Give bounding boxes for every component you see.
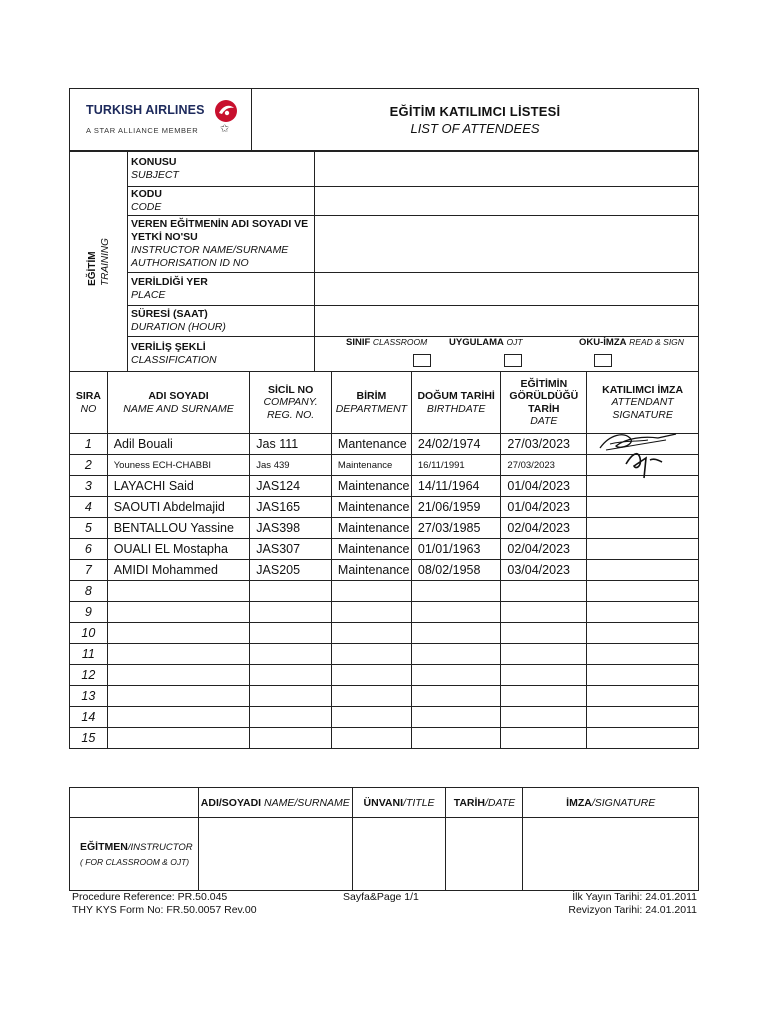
- logo-cell: [70, 89, 252, 151]
- cell-name[interactable]: [107, 581, 250, 602]
- form-header: [69, 88, 699, 151]
- col-header-name: [107, 372, 250, 434]
- cell-no[interactable]: 14: [70, 707, 108, 728]
- inst-row-en: /INSTRUCTOR: [127, 842, 193, 853]
- table-row: [70, 539, 699, 560]
- inst-title-tr: ÜNVANI: [363, 796, 404, 809]
- cell-dept[interactable]: [331, 665, 411, 686]
- cell-reg[interactable]: [250, 728, 332, 749]
- instructor-header-row: [70, 788, 699, 818]
- cell-no[interactable]: 12: [70, 665, 108, 686]
- revision-date: Revizyon Tarihi: 24.01.2011: [568, 904, 697, 916]
- cell-date[interactable]: [501, 707, 587, 728]
- cell-name[interactable]: [107, 623, 250, 644]
- cell-signature[interactable]: [587, 560, 699, 581]
- col-date-en: DATE: [530, 415, 558, 427]
- field-label-subject: [128, 152, 315, 187]
- cell-date[interactable]: [501, 665, 587, 686]
- cell-reg[interactable]: [250, 686, 332, 707]
- cell-reg[interactable]: [250, 602, 332, 623]
- cell-name[interactable]: LAYACHI Said: [107, 476, 250, 497]
- col-name-tr: ADI SOYADI: [148, 390, 209, 402]
- cell-birth[interactable]: 16/11/1991: [411, 455, 501, 476]
- cell-reg[interactable]: [250, 581, 332, 602]
- field-classification-en: CLASSIFICATION: [131, 354, 217, 366]
- field-value-subject[interactable]: [315, 152, 699, 187]
- cell-date[interactable]: 27/03/2023: [501, 455, 587, 476]
- cell-signature[interactable]: [587, 707, 699, 728]
- cell-no[interactable]: 6: [70, 539, 108, 560]
- logo-text: TURKISH AIRLINES: [86, 103, 205, 117]
- checkbox-ojt[interactable]: [504, 354, 522, 367]
- training-side-label: [70, 152, 128, 372]
- cell-dept[interactable]: [331, 581, 411, 602]
- cell-name[interactable]: [107, 707, 250, 728]
- table-row: [70, 602, 699, 623]
- cell-birth[interactable]: [411, 686, 501, 707]
- cell-reg[interactable]: [250, 644, 332, 665]
- cell-no[interactable]: 1: [70, 434, 108, 455]
- cell-date[interactable]: 27/03/2023: [501, 434, 587, 455]
- star-alliance-icon: ✩: [220, 123, 230, 135]
- cell-date[interactable]: [501, 644, 587, 665]
- field-subject-tr: KONUSU: [131, 156, 177, 168]
- cell-name[interactable]: SAOUTI Abdelmajid: [107, 497, 250, 518]
- cell-date[interactable]: [501, 728, 587, 749]
- side-label-english: TRAINING: [99, 237, 111, 286]
- inst-title-en: /TITLE: [403, 796, 435, 809]
- procedure-reference: Procedure Reference: PR.50.045: [72, 891, 228, 903]
- field-place-tr: VERİLDİĞİ YER: [131, 276, 208, 288]
- cell-birth[interactable]: [411, 707, 501, 728]
- table-row: [70, 518, 699, 539]
- cell-name[interactable]: [107, 686, 250, 707]
- cell-name[interactable]: Adil Bouali: [107, 434, 250, 455]
- instructor-row-label: [70, 818, 199, 891]
- signature-image: [596, 428, 686, 484]
- cell-name[interactable]: Youness ECH-CHABBI: [107, 455, 250, 476]
- cell-signature[interactable]: [587, 623, 699, 644]
- col-dept-tr: BİRİM: [356, 390, 387, 402]
- cell-dept[interactable]: Maintenance: [331, 476, 411, 497]
- read-sign-tr: OKU-İMZA: [579, 337, 627, 348]
- cell-birth[interactable]: [411, 623, 501, 644]
- col-header-date: [501, 372, 587, 434]
- cell-date[interactable]: [501, 602, 587, 623]
- instructor-col-sign: [523, 788, 699, 818]
- instructor-col-title: [352, 788, 446, 818]
- cell-name[interactable]: OUALI EL Mostapha: [107, 539, 250, 560]
- form-number: THY KYS Form No: FR.50.0057 Rev.00: [72, 904, 257, 916]
- inst-sign-tr: İMZA: [566, 796, 592, 809]
- option-ojt-label: [449, 336, 523, 349]
- cell-birth[interactable]: 08/02/1958: [411, 560, 501, 581]
- cell-reg[interactable]: [250, 623, 332, 644]
- field-label-code: [128, 187, 315, 216]
- col-header-reg: [250, 372, 332, 434]
- cell-birth[interactable]: 01/01/1963: [411, 539, 501, 560]
- checkbox-read-sign[interactable]: [594, 354, 612, 367]
- cell-date[interactable]: [501, 623, 587, 644]
- cell-signature[interactable]: [587, 644, 699, 665]
- col-name-en: NAME AND SURNAME: [123, 402, 234, 415]
- table-row: [70, 560, 699, 581]
- attendee-header-row: [70, 372, 699, 434]
- cell-name[interactable]: [107, 644, 250, 665]
- field-label-place: [128, 273, 315, 306]
- cell-dept[interactable]: Maintenance: [331, 560, 411, 581]
- option-classroom-label: [346, 336, 427, 349]
- cell-name[interactable]: [107, 728, 250, 749]
- cell-birth[interactable]: 14/11/1964: [411, 476, 501, 497]
- cell-signature[interactable]: [587, 665, 699, 686]
- field-code-en: CODE: [131, 201, 162, 213]
- inst-date-en: /DATE: [485, 796, 516, 809]
- cell-reg[interactable]: Jas 111: [250, 434, 332, 455]
- cell-dept[interactable]: Maintenance: [331, 497, 411, 518]
- field-value-instructor[interactable]: [315, 216, 699, 273]
- cell-dept[interactable]: [331, 602, 411, 623]
- cell-birth[interactable]: 21/06/1959: [411, 497, 501, 518]
- instructor-table: [69, 787, 699, 891]
- cell-birth[interactable]: 24/02/1974: [411, 434, 501, 455]
- col-header-birth: [411, 372, 501, 434]
- col-header-no: [70, 372, 108, 434]
- instructor-col-name: [198, 788, 352, 818]
- classification-options: [315, 337, 699, 372]
- field-code-tr: KODU: [131, 188, 162, 200]
- cell-birth[interactable]: [411, 665, 501, 686]
- cell-name[interactable]: [107, 602, 250, 623]
- cell-reg[interactable]: JAS124: [250, 476, 332, 497]
- field-place-en: PLACE: [131, 289, 166, 301]
- field-value-duration[interactable]: [315, 306, 699, 337]
- col-header-dept: [331, 372, 411, 434]
- title-turkish: EĞİTİM KATILIMCI LİSTESİ: [389, 103, 561, 119]
- side-label-turkish: EĞİTİM: [86, 250, 98, 286]
- cell-signature[interactable]: [587, 539, 699, 560]
- col-reg-en: COMPANY. REG. NO.: [263, 396, 318, 421]
- cell-dept[interactable]: Mantenance: [331, 434, 411, 455]
- ojt-en: OJT: [506, 337, 523, 347]
- cell-dept[interactable]: [331, 644, 411, 665]
- field-duration-en: DURATION (HOUR): [131, 321, 226, 333]
- cell-no[interactable]: 9: [70, 602, 108, 623]
- cell-reg[interactable]: JAS205: [250, 560, 332, 581]
- col-reg-tr: SİCİL NO: [267, 383, 314, 396]
- table-row: [70, 581, 699, 602]
- cell-birth[interactable]: [411, 728, 501, 749]
- table-row: [70, 644, 699, 665]
- cell-signature[interactable]: [587, 581, 699, 602]
- cell-no[interactable]: 8: [70, 581, 108, 602]
- cell-date[interactable]: 02/04/2023: [501, 518, 587, 539]
- cell-signature[interactable]: [587, 728, 699, 749]
- inst-sign-en: /SIGNATURE: [591, 796, 656, 809]
- cell-birth[interactable]: [411, 602, 501, 623]
- table-row: [70, 707, 699, 728]
- cell-reg[interactable]: JAS398: [250, 518, 332, 539]
- cell-date[interactable]: 02/04/2023: [501, 539, 587, 560]
- field-duration-tr: SÜRESİ (SAAT): [131, 308, 208, 320]
- cell-no[interactable]: 15: [70, 728, 108, 749]
- cell-no[interactable]: 11: [70, 644, 108, 665]
- logo-tagline: A STAR ALLIANCE MEMBER: [86, 126, 199, 135]
- turkish-airlines-logo-icon: [214, 99, 238, 123]
- cell-name[interactable]: AMIDI Mohammed: [107, 560, 250, 581]
- inst-name-tr: ADI/SOYADI: [200, 796, 262, 809]
- cell-date[interactable]: 03/04/2023: [501, 560, 587, 581]
- field-subject-en: SUBJECT: [131, 169, 179, 181]
- instructor-signature-field[interactable]: [523, 818, 699, 891]
- first-publication-date: İlk Yayın Tarihi: 24.01.2011: [572, 891, 697, 903]
- cell-reg[interactable]: JAS307: [250, 539, 332, 560]
- table-row: [70, 686, 699, 707]
- cell-no[interactable]: 7: [70, 560, 108, 581]
- col-birth-en: BIRTHDATE: [426, 402, 486, 415]
- inst-row-tr: EĞİTMEN: [80, 841, 128, 853]
- instructor-name-field[interactable]: [198, 818, 352, 891]
- col-no-en: NO: [80, 402, 97, 415]
- cell-reg[interactable]: [250, 707, 332, 728]
- field-label-instructor: [128, 216, 315, 273]
- instructor-title-field[interactable]: [352, 818, 446, 891]
- cell-dept[interactable]: Maintenance: [331, 455, 411, 476]
- cell-date[interactable]: [501, 686, 587, 707]
- inst-row-note: ( FOR CLASSROOM & OJT): [80, 857, 190, 867]
- title-cell: [252, 89, 699, 151]
- page-number: Sayfa&Page 1/1: [343, 891, 419, 903]
- cell-signature[interactable]: [587, 686, 699, 707]
- cell-birth[interactable]: 27/03/1985: [411, 518, 501, 539]
- cell-dept[interactable]: [331, 707, 411, 728]
- field-label-classification: [128, 337, 315, 372]
- table-row: [70, 665, 699, 686]
- cell-no[interactable]: 5: [70, 518, 108, 539]
- cell-dept[interactable]: [331, 686, 411, 707]
- cell-dept[interactable]: [331, 623, 411, 644]
- col-birth-tr: DOĞUM TARİHİ: [417, 390, 495, 402]
- cell-signature[interactable]: [587, 497, 699, 518]
- cell-date[interactable]: 01/04/2023: [501, 476, 587, 497]
- table-row: [70, 497, 699, 518]
- cell-birth[interactable]: [411, 581, 501, 602]
- col-dept-en: DEPARTMENT: [335, 402, 408, 415]
- instructor-row: [70, 818, 699, 891]
- col-sign-en: ATTENDANT SIGNATURE: [611, 396, 674, 421]
- cell-dept[interactable]: Maintenance: [331, 539, 411, 560]
- training-info-table: [69, 151, 699, 372]
- cell-dept[interactable]: [331, 728, 411, 749]
- col-date-tr: EĞİTİMİN GÖRÜLDÜĞÜ TARİH: [509, 377, 579, 415]
- col-header-sign: [587, 372, 699, 434]
- cell-no[interactable]: 4: [70, 497, 108, 518]
- title-english: LIST OF ATTENDEES: [410, 120, 540, 136]
- field-classification-tr: VERİLİŞ ŞEKLİ: [131, 341, 206, 353]
- cell-date[interactable]: [501, 581, 587, 602]
- cell-no[interactable]: 3: [70, 476, 108, 497]
- table-row: [70, 728, 699, 749]
- field-value-place[interactable]: [315, 273, 699, 306]
- read-sign-en: READ & SIGN: [629, 337, 684, 347]
- col-sign-tr: KATILIMCI İMZA: [602, 383, 684, 396]
- inst-name-en: NAME/SURNAME: [264, 796, 350, 809]
- cell-name[interactable]: BENTALLOU Yassine: [107, 518, 250, 539]
- field-instructor-en: INSTRUCTOR NAME/SURNAME AUTHORISATION ID NO: [131, 244, 289, 269]
- instructor-col-date: [446, 788, 523, 818]
- classroom-tr: SINIF: [346, 337, 371, 348]
- cell-reg[interactable]: [250, 665, 332, 686]
- cell-signature[interactable]: [587, 518, 699, 539]
- cell-no[interactable]: 2: [70, 455, 108, 476]
- cell-reg[interactable]: JAS165: [250, 497, 332, 518]
- cell-name[interactable]: [107, 665, 250, 686]
- instructor-header-blank: [70, 788, 199, 818]
- cell-no[interactable]: 13: [70, 686, 108, 707]
- cell-signature[interactable]: [587, 602, 699, 623]
- cell-birth[interactable]: [411, 644, 501, 665]
- field-value-code[interactable]: [315, 187, 699, 216]
- option-read-sign-label: [579, 336, 684, 349]
- field-instructor-tr: VEREN EĞİTMENİN ADI SOYADI VE YETKİ NO'SU: [131, 218, 309, 243]
- ojt-tr: UYGULAMA: [449, 337, 504, 348]
- instructor-date-field[interactable]: [446, 818, 523, 891]
- cell-dept[interactable]: Maintenance: [331, 518, 411, 539]
- col-no-tr: SIRA: [75, 390, 101, 402]
- cell-reg[interactable]: Jas 439: [250, 455, 332, 476]
- table-row: [70, 623, 699, 644]
- classroom-en: CLASSROOM: [372, 337, 428, 347]
- cell-date[interactable]: 01/04/2023: [501, 497, 587, 518]
- cell-no[interactable]: 10: [70, 623, 108, 644]
- field-label-duration: [128, 306, 315, 337]
- inst-date-tr: TARİH: [453, 796, 486, 809]
- checkbox-classroom[interactable]: [413, 354, 431, 367]
